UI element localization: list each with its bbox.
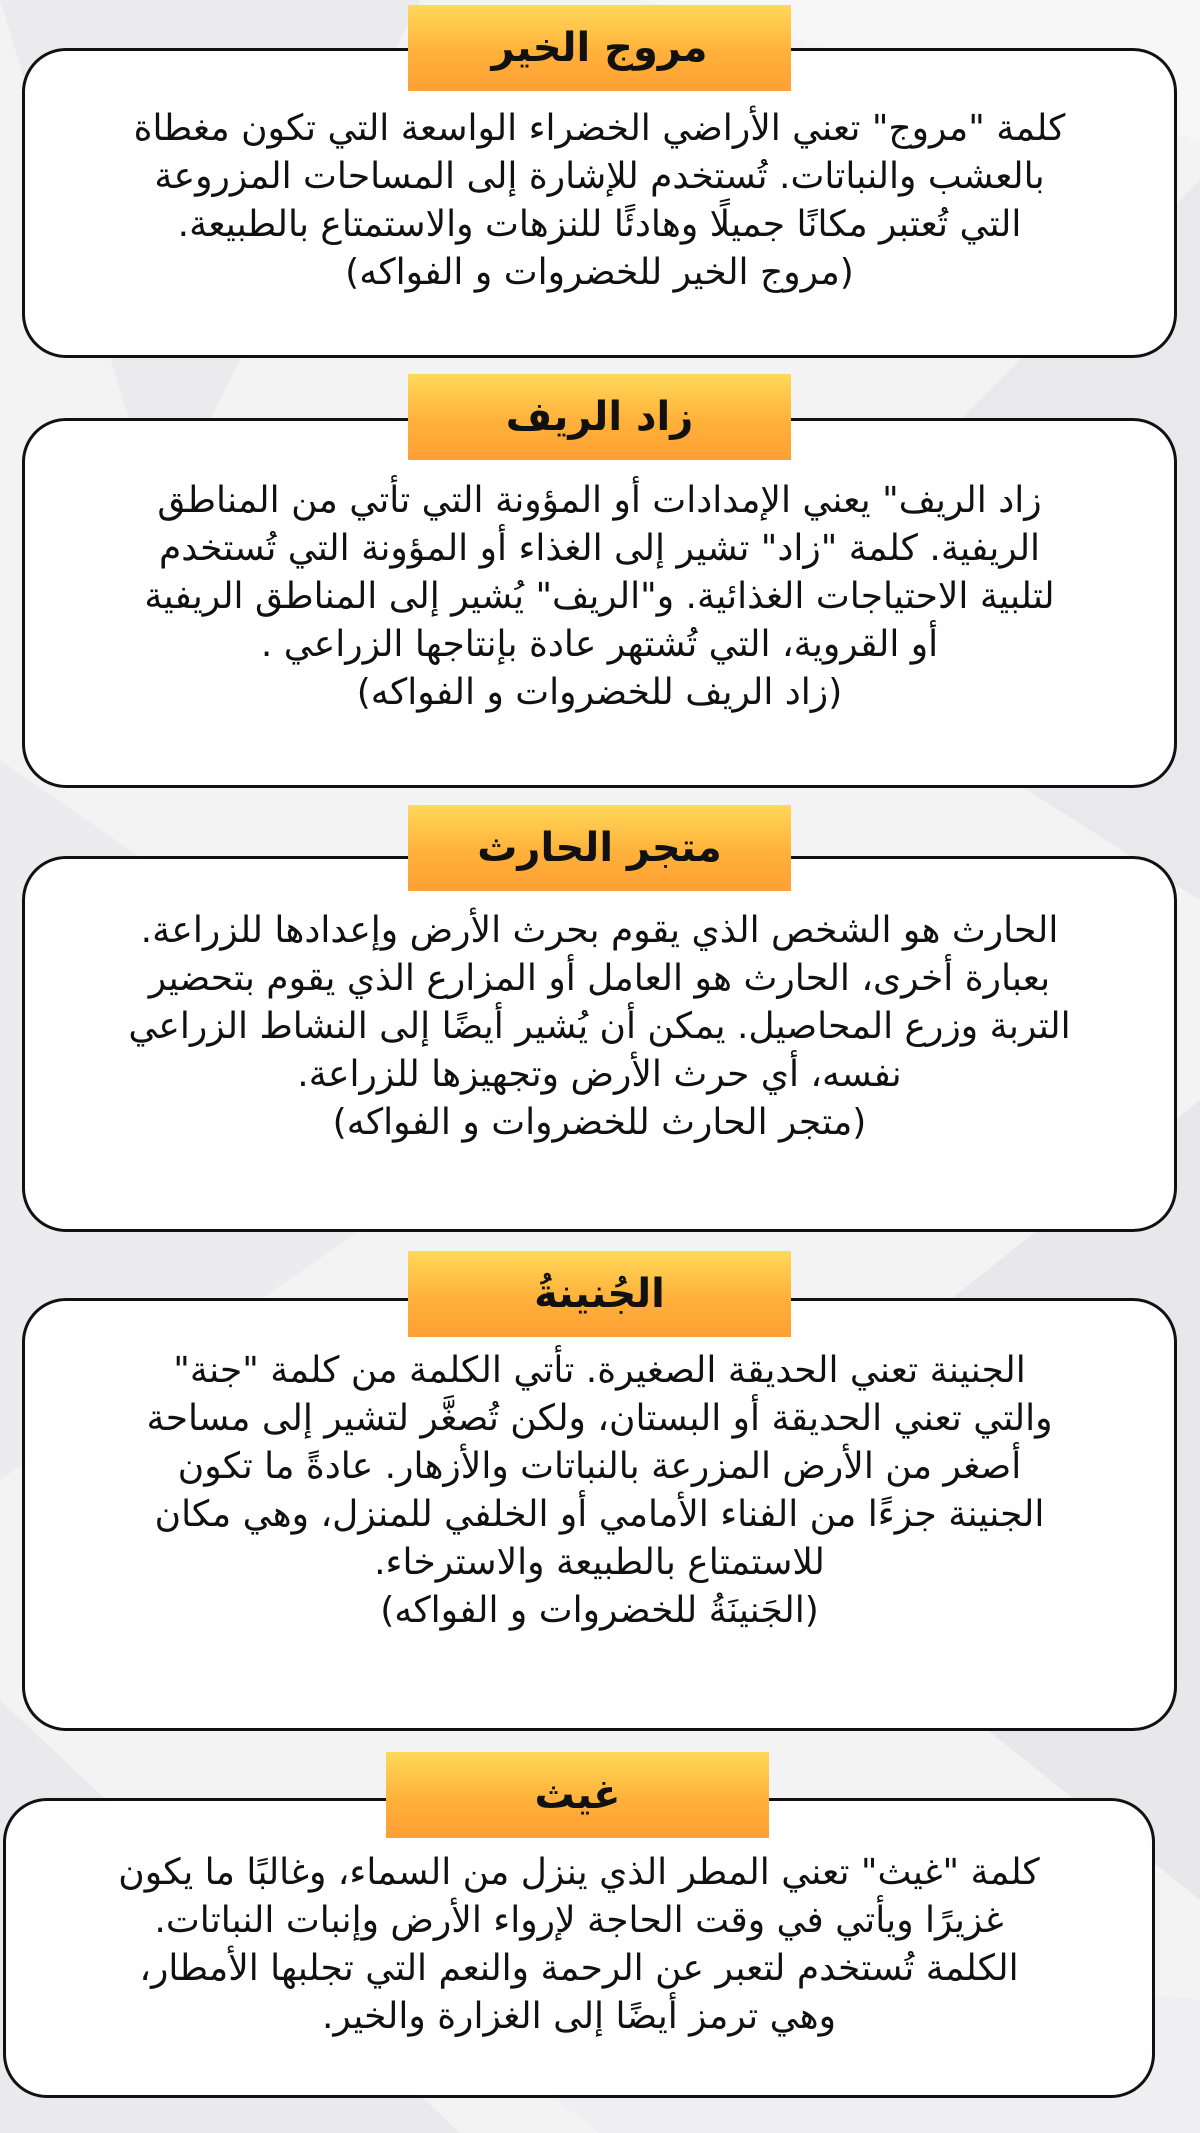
section-card-matjar-alharith bbox=[22, 856, 1177, 1232]
body-line: الجنينة جزءًا من الفناء الأمامي أو الخلفي للمنزل، وهي مكان bbox=[154, 1494, 1045, 1535]
body-line: أصغر من الأرض المزرعة بالنباتات والأزهار. عادةً ما تكون bbox=[177, 1446, 1022, 1487]
caption-line: (زاد الريف للخضروات و الفواكه) bbox=[356, 672, 843, 713]
body-line: غزيرًا ويأتي في وقت الحاجة لإرواء الأرض وإنبات النباتات. bbox=[154, 1900, 1004, 1941]
body-line: الحارث هو الشخص الذي يقوم بحرث الأرض وإعدادها للزراعة. bbox=[140, 910, 1059, 951]
body-line: الريفية. كلمة "زاد" تشير إلى الغذاء أو المؤونة التي تُستخدم bbox=[158, 528, 1041, 569]
body-line: للاستمتاع بالطبيعة والاسترخاء. bbox=[374, 1542, 825, 1583]
body-line: بالعشب والنباتات. تُستخدم للإشارة إلى المساحات المزروعة bbox=[154, 156, 1045, 197]
section-body bbox=[43, 1347, 1156, 1635]
section-body bbox=[43, 105, 1156, 297]
section-title-matjar-alharith: متجر الحارث bbox=[408, 805, 791, 891]
section-title-aljunaina: الجُنينةُ bbox=[408, 1251, 791, 1337]
body-line: الجنينة تعني الحديقة الصغيرة. تأتي الكلمة من كلمة "جنة" bbox=[173, 1350, 1026, 1391]
body-line: نفسه، أي حرث الأرض وتجهيزها للزراعة. bbox=[297, 1054, 902, 1095]
section-title-ghaith: غيث bbox=[386, 1752, 769, 1838]
body-line: زاد الريف" يعني الإمدادات أو المؤونة التي تأتي من المناطق bbox=[157, 480, 1042, 521]
body-line: التي تُعتبر مكانًا جميلًا وهادئًا للنزهات والاستمتاع بالطبيعة. bbox=[177, 204, 1022, 245]
section-body bbox=[43, 907, 1156, 1147]
body-line: كلمة "مروج" تعني الأراضي الخضراء الواسعة التي تكون مغطاة bbox=[133, 108, 1066, 149]
section-title-mrooj: مروج الخير bbox=[408, 5, 791, 91]
section-card-ghaith bbox=[3, 1798, 1155, 2098]
section-body bbox=[24, 1849, 1134, 2041]
section-card-zad-alreef bbox=[22, 418, 1177, 788]
body-line: كلمة "غيث" تعني المطر الذي ينزل من السماء، وغالبًا ما يكون bbox=[118, 1852, 1040, 1893]
section-title-zad-alreef: زاد الريف bbox=[408, 374, 791, 460]
caption-line: (مروج الخير للخضروات و الفواكه) bbox=[345, 252, 854, 293]
body-line: والتي تعني الحديقة أو البستان، ولكن تُصغَّر لتشير إلى مساحة bbox=[146, 1398, 1053, 1439]
body-line: التربة وزرع المحاصيل. يمكن أن يُشير أيضًا إلى النشاط الزراعي bbox=[128, 1006, 1071, 1047]
body-line: الكلمة تُستخدم لتعبر عن الرحمة والنعم التي تجلبها الأمطار، bbox=[139, 1948, 1019, 1989]
section-card-mrooj bbox=[22, 48, 1177, 358]
caption-line: (متجر الحارث للخضروات و الفواكه) bbox=[332, 1102, 867, 1143]
caption-line: (الجَنينَةُ للخضروات و الفواكه) bbox=[380, 1590, 819, 1631]
body-line: أو القروية، التي تُشتهر عادة بإنتاجها الزراعي . bbox=[260, 624, 939, 665]
body-line: بعبارة أخرى، الحارث هو العامل أو المزارع الذي يقوم بتحضير bbox=[148, 958, 1051, 999]
section-card-aljunaina bbox=[22, 1298, 1177, 1731]
body-line: وهي ترمز أيضًا إلى الغزارة والخير. bbox=[321, 1996, 837, 2037]
section-body bbox=[43, 477, 1156, 717]
body-line: لتلبية الاحتياجات الغذائية. و"الريف" يُشير إلى المناطق الريفية bbox=[144, 576, 1055, 617]
